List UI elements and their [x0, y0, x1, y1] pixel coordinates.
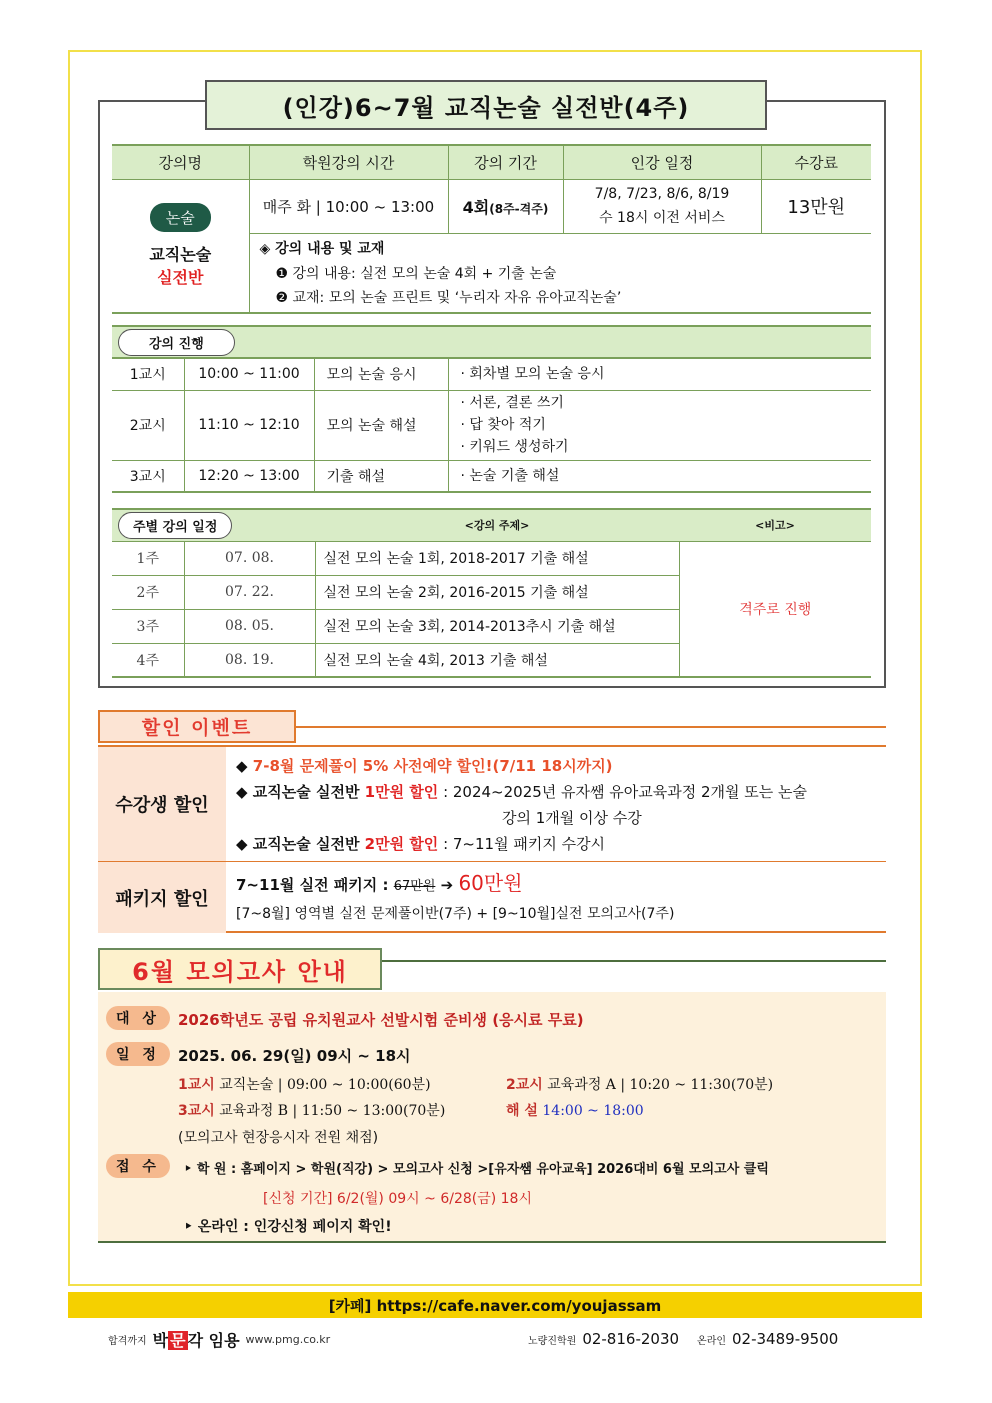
- student-discount-label: 수강생 할인: [98, 747, 226, 861]
- title-cell: 모의 논술 응시: [314, 358, 448, 390]
- course-period-note: (8주-격주): [489, 201, 549, 216]
- header-course-name: 강의명: [112, 145, 249, 179]
- brand-name: [153, 1328, 240, 1351]
- contact-info: [528, 1330, 838, 1348]
- discount-line: [236, 831, 881, 857]
- brand-part: 박: [152, 1331, 169, 1350]
- page-title: (인강)6~7월 교직논술 실전반(4주): [205, 80, 767, 130]
- table-row: [112, 460, 871, 492]
- weekly-label: 주별 강의 일정: [118, 512, 232, 539]
- session-text: 교직논술 | 09:00 ~ 10:00(60분): [214, 1077, 431, 1093]
- course-name: 교직논술: [149, 245, 212, 265]
- time-cell: 11:10 ~ 12:10: [184, 390, 314, 460]
- brand-logo: [108, 1328, 330, 1351]
- course-info-table: [112, 144, 871, 314]
- progress-header: [112, 326, 871, 358]
- header-period: 강의 기간: [448, 145, 563, 179]
- weekly-header: [112, 509, 871, 541]
- table-header-row: [112, 145, 871, 179]
- table-row: [112, 541, 871, 575]
- header-fee: 수강료: [761, 145, 871, 179]
- apply-academy: ‣ 학 원 : 홈페이지 > 학원(직강) > 모의고사 신청 >[유자쌤 유아교육] 2026대비 6월 모의고사 클릭: [184, 1162, 769, 1177]
- week-cell: 1주: [112, 541, 184, 575]
- discount-amount: 1만원 할인: [364, 783, 439, 801]
- student-discount-content: [236, 753, 881, 857]
- date-cell: 07. 22.: [184, 575, 315, 609]
- content-item: ❶ 강의 내용: 실전 모의 논술 4회 + 기출 논술: [275, 265, 557, 282]
- date-cell: 08. 05.: [184, 609, 315, 643]
- discount-text: : 7~11월 패키지 수강시: [438, 835, 606, 853]
- header-academy-time: 학원강의 시간: [249, 145, 448, 179]
- apply-label: 접 수: [106, 1154, 170, 1178]
- cafe-link[interactable]: [카페] https://cafe.naver.com/youjassam: [68, 1292, 922, 1318]
- discount-text: 강의 1개월 이상 수강: [502, 809, 642, 827]
- bullet-icon: ◆: [236, 783, 248, 801]
- student-discount-row: [98, 747, 886, 862]
- table-row: [112, 390, 871, 460]
- course-content-cell: [249, 233, 871, 313]
- website-link[interactable]: www.pmg.co.kr: [245, 1333, 331, 1346]
- topic-cell: 실전 모의 논술 1회, 2018-2017 기출 해설: [315, 541, 679, 575]
- session-label: 해 설: [506, 1103, 538, 1119]
- content-item: ❷ 교재: 모의 논술 프린트 및 ‘누리자 자유 유아교직논술’: [275, 289, 622, 306]
- period-cell: 2교시: [112, 390, 184, 460]
- topic-header: <강의 주제>: [315, 509, 679, 541]
- course-period-count: 4회: [462, 197, 490, 217]
- apply-period: [신청 기간] 6/2(월) 09시 ~ 6/28(금) 18시: [263, 1191, 532, 1207]
- discount-box: [98, 745, 886, 933]
- weekly-note: 격주로 진행: [679, 541, 871, 677]
- date-cell: 08. 19.: [184, 643, 315, 677]
- table-row: [112, 179, 871, 233]
- online-schedule: [563, 179, 761, 233]
- exam-box: [98, 992, 886, 1243]
- title-cell: 기출 해설: [314, 460, 448, 492]
- detail-item: · 키워드 생성하기: [460, 439, 569, 455]
- discount-amount: 2만원 할인: [364, 835, 439, 853]
- discount-text: : 2024~2025년 유자쌤 유아교육과정 2개월 또는 논술: [438, 783, 808, 801]
- table-row: [112, 358, 871, 390]
- week-cell: 3주: [112, 609, 184, 643]
- session-text: 교육과정 B | 11:50 ~ 13:00(70분): [214, 1103, 446, 1119]
- discount-text: 교직논술 실전반: [252, 835, 365, 853]
- date-cell: 07. 08.: [184, 541, 315, 575]
- topic-cell: 실전 모의 논술 3회, 2014-2013추시 기출 해설: [315, 609, 679, 643]
- discount-line: [236, 753, 881, 779]
- time-cell: 10:00 ~ 11:00: [184, 358, 314, 390]
- online-schedule-note: 수 18시 이전 서비스: [599, 210, 725, 226]
- session-label: 2교시: [506, 1077, 543, 1093]
- detail-cell: [448, 358, 871, 390]
- discount-text: 7-8월 문제풀이 5% 사전예약 할인!(7/11 18시까지): [252, 757, 613, 775]
- period-cell: 1교시: [112, 358, 184, 390]
- progress-table: [112, 325, 871, 493]
- package-text: 7~11월 실전 패키지 :: [236, 876, 394, 894]
- discount-line: [236, 805, 881, 831]
- detail-item: · 논술 기출 해설: [460, 467, 560, 484]
- detail-item: · 서론, 결론 쓰기: [460, 395, 564, 411]
- course-name-sub: 실전반: [157, 268, 204, 288]
- detail-cell: [448, 390, 871, 460]
- exam-tag: 6월 모의고사 안내: [98, 948, 382, 990]
- progress-label: 강의 진행: [118, 329, 235, 356]
- slogan: 합격까지: [108, 1336, 147, 1347]
- detail-item: · 답 찾아 적기: [460, 417, 546, 433]
- brand-part: 문: [170, 1331, 186, 1350]
- session-2: [506, 1074, 773, 1094]
- bullet-icon: ◆: [236, 835, 248, 853]
- discount-tag: 할인 이벤트: [98, 710, 296, 743]
- title-cell: 모의 논술 해설: [314, 390, 448, 460]
- topic-cell: 실전 모의 논술 4회, 2013 기출 해설: [315, 643, 679, 677]
- header-online-schedule: 인강 일정: [563, 145, 761, 179]
- period-cell: 3교시: [112, 460, 184, 492]
- course-fee: 13만원: [761, 179, 871, 233]
- session-text: 교육과정 A | 10:20 ~ 11:30(70분): [542, 1077, 774, 1093]
- package-discount-content: [236, 870, 881, 927]
- course-period: [448, 179, 563, 233]
- arrow-icon: ➔: [440, 876, 454, 894]
- online-schedule-dates: 7/8, 7/23, 8/6, 8/19: [594, 186, 730, 202]
- session-explanation: [506, 1100, 644, 1120]
- exam-date: 2025. 06. 29(일) 09시 ~ 18시: [178, 1047, 411, 1065]
- detail-cell: [448, 460, 871, 492]
- course-badge: 논술: [150, 203, 211, 232]
- week-cell: 2주: [112, 575, 184, 609]
- discount-line: [236, 779, 881, 805]
- academy-time: 매주 화 | 10:00 ~ 13:00: [249, 179, 448, 233]
- session-text: 14:00 ~ 18:00: [542, 1103, 644, 1119]
- session-1: [178, 1074, 431, 1094]
- session-3: [178, 1100, 445, 1120]
- apply-online: ‣ 온라인 : 인강신청 페이지 확인!: [184, 1219, 392, 1235]
- discount-text: 교직논술 실전반: [252, 783, 365, 801]
- detail-item: · 회차별 모의 논술 응시: [460, 366, 605, 383]
- divider: [296, 726, 886, 728]
- package-old-price: 67만원: [393, 879, 436, 894]
- brand-part: 임용: [208, 1331, 240, 1350]
- package-line: [236, 870, 881, 900]
- session-label: 3교시: [178, 1103, 215, 1119]
- bullet-icon: ◆: [236, 757, 248, 775]
- topic-cell: 실전 모의 논술 2회, 2016-2015 기출 해설: [315, 575, 679, 609]
- package-line: [236, 900, 881, 927]
- date-label: 일 정: [106, 1042, 170, 1066]
- weekly-table: [112, 508, 871, 678]
- week-cell: 4주: [112, 643, 184, 677]
- package-text: [7~8월] 영역별 실전 문제풀이반(7주) + [9~10월]실전 모의고사(7주): [236, 906, 675, 922]
- phone-number: 02-3489-9500: [732, 1330, 839, 1348]
- exam-target: 2026학년도 공립 유치원교사 선발시험 준비생 (응시료 무료): [178, 1011, 584, 1029]
- course-name-cell: [112, 179, 249, 313]
- exam-note: (모의고사 현장응시자 전원 채점): [178, 1130, 379, 1146]
- package-new-price: 60만원: [458, 871, 523, 895]
- brand-part: 각: [187, 1331, 204, 1350]
- branch-label: 노량진학원: [528, 1335, 577, 1347]
- note-header: <비고>: [679, 509, 871, 541]
- content-title: ◈ 강의 내용 및 교재: [259, 240, 385, 257]
- time-cell: 12:20 ~ 13:00: [184, 460, 314, 492]
- package-discount-label: 패키지 할인: [98, 862, 226, 933]
- branch-label: 온라인: [697, 1335, 727, 1347]
- phone-number: 02-816-2030: [582, 1330, 680, 1348]
- session-label: 1교시: [178, 1077, 215, 1093]
- package-discount-row: [98, 862, 886, 933]
- divider: [382, 960, 886, 962]
- target-label: 대 상: [106, 1006, 170, 1030]
